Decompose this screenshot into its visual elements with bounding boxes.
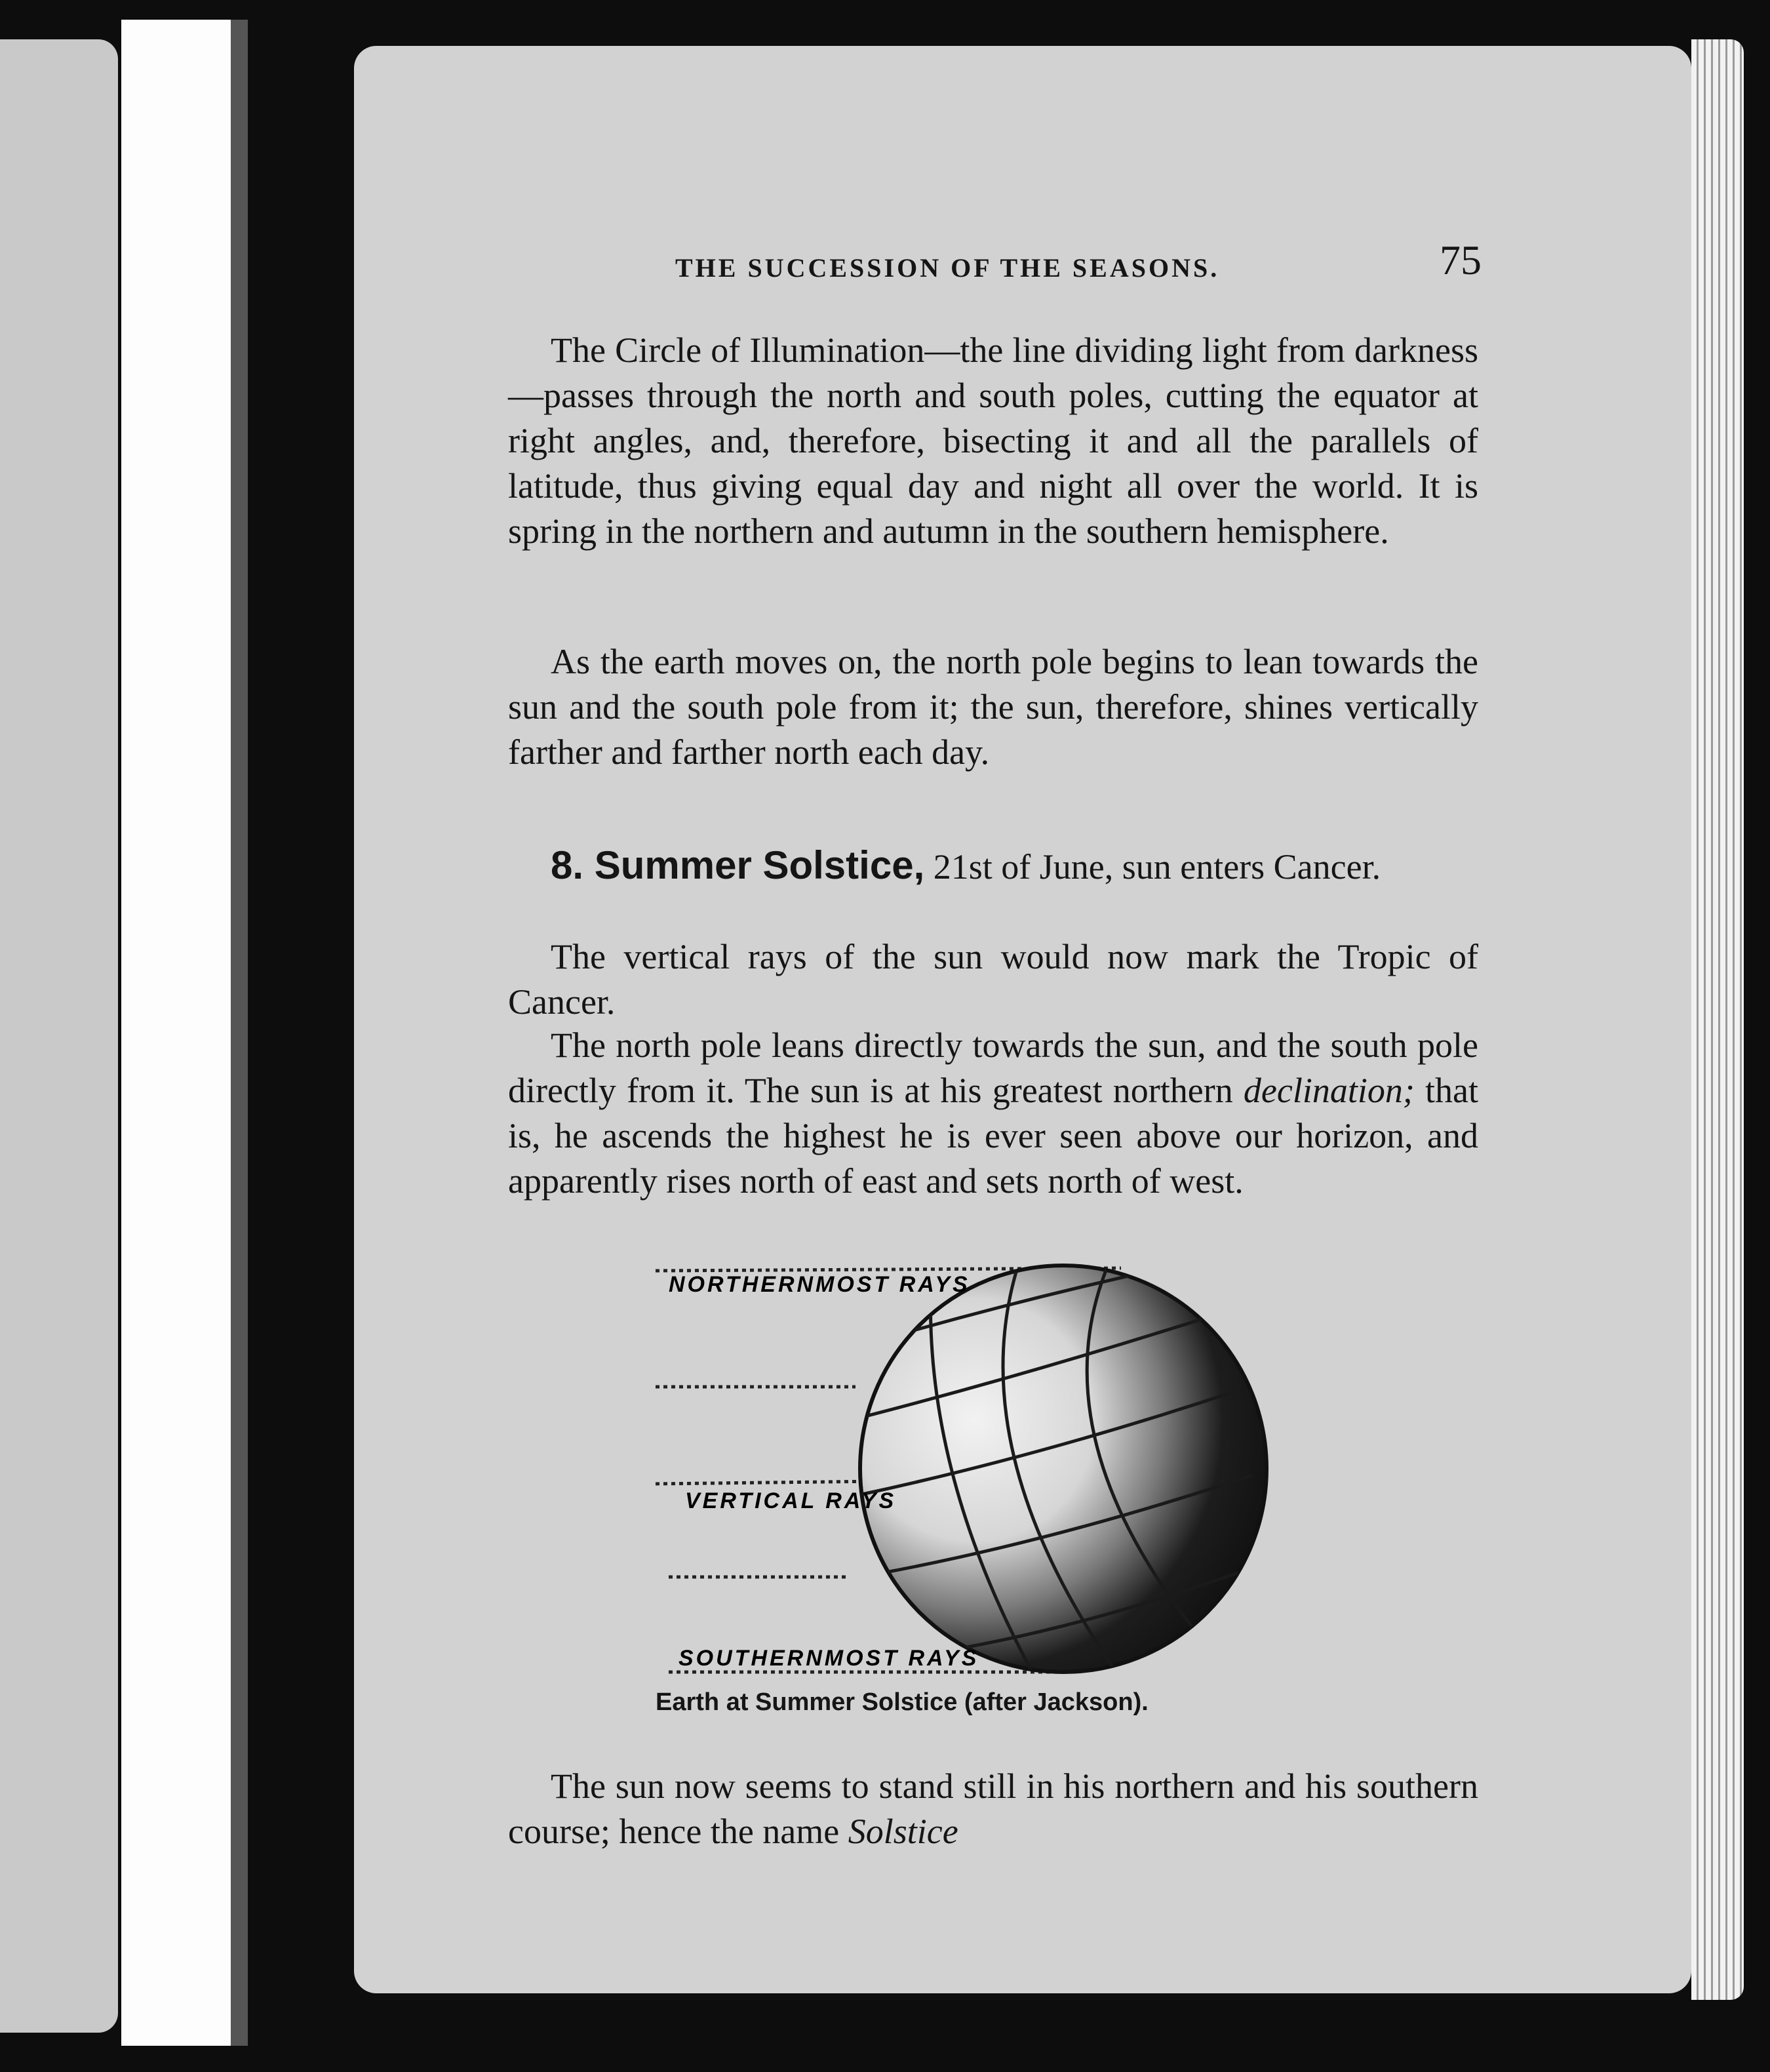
term-solstice: Solstice	[848, 1812, 958, 1851]
paragraph-text: that is, he ascends the highest he is ever seen above our horizon, and apparently rises north of east and sets north of west.	[508, 1071, 1479, 1201]
book-spine	[231, 20, 248, 2046]
section-label: 8. Summer Solstice,	[551, 843, 925, 887]
paragraph-circle-of-illumination	[508, 328, 1478, 554]
paragraph-north-pole-leans	[508, 1023, 1478, 1204]
paragraph-text: The north pole leans directly towards the sun, and the south pole directly from it. The sun is at his greatest northern	[508, 1026, 1478, 1110]
paragraph-text: The sun now seems to stand still in his northern and his southern course; hence the name	[508, 1766, 1478, 1851]
page-stack-edges	[1691, 39, 1744, 2000]
paragraph-text: The Circle of Illumination—the line dividing light from darkness—passes through the north and south poles, cutting the equator at right angles, and, therefore, bisecting it and all the parallels of latitude, thus giving equal day and night all over the world. It is spring in the northern and autumn in the southern hemisphere.	[508, 330, 1478, 551]
paragraph-vertical-rays	[508, 934, 1478, 1025]
section-text: 21st of June, sun enters Cancer.	[933, 847, 1381, 887]
paragraph-earth-moves-on	[508, 639, 1478, 775]
page-number: 75	[1440, 237, 1482, 283]
book-gutter	[121, 20, 239, 2046]
section-heading-summer-solstice	[508, 843, 1478, 890]
page-header	[675, 236, 1482, 308]
figure-caption: Earth at Summer Solstice (after Jackson).	[656, 1688, 1149, 1716]
paragraph-sun-stands-still	[508, 1764, 1478, 1854]
paragraph-text: The vertical rays of the sun would now mark the Tropic of Cancer.	[508, 937, 1478, 1022]
ray-label-southernmost: SOUTHERNMOST RAYS	[678, 1646, 979, 1671]
running-title: THE SUCCESSION OF THE SEASONS.	[675, 253, 1220, 283]
globe-icon	[860, 1265, 1267, 1672]
paragraph-text: As the earth moves on, the north pole begins to lean towards the sun and the south pole from it; the sun, therefore, shines vertically farther and farther north each day.	[508, 642, 1478, 772]
earth-solstice-figure	[649, 1259, 1370, 1731]
ray-label-northernmost: NORTHERNMOST RAYS	[669, 1272, 970, 1297]
term-declination: declination;	[1243, 1071, 1415, 1110]
earth-globe-illustration	[649, 1259, 1370, 1685]
previous-page-edge	[0, 39, 118, 2033]
ray-label-vertical: VERTICAL RAYS	[685, 1488, 897, 1513]
